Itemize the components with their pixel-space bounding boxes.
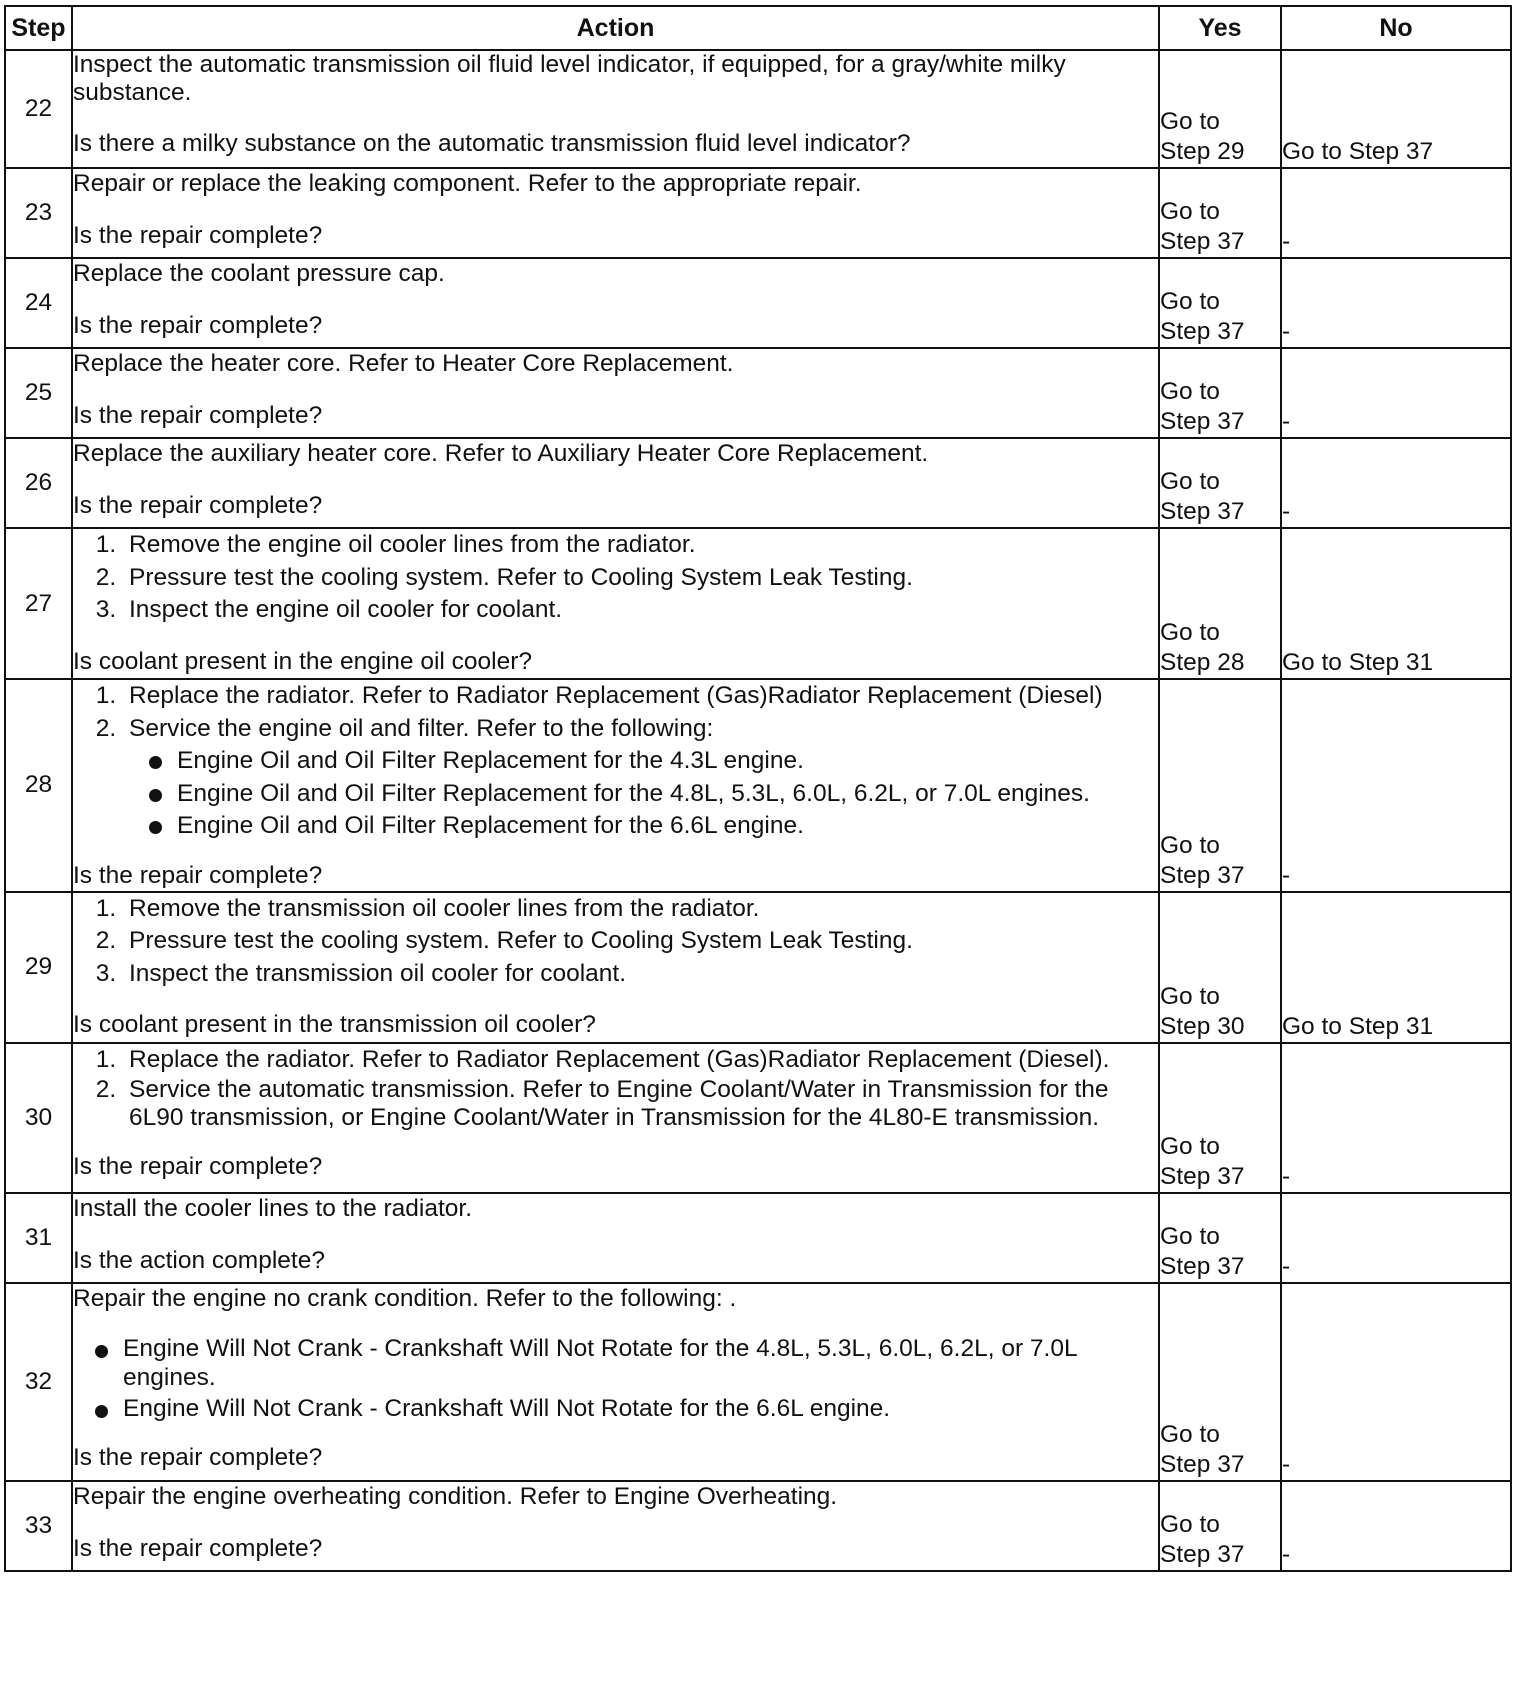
yes-step: Step 37 bbox=[1160, 408, 1245, 435]
step-number: 24 bbox=[5, 258, 72, 348]
list-item bbox=[123, 713, 1158, 843]
numbered-list bbox=[73, 680, 1158, 843]
yes-step: Step 37 bbox=[1160, 1252, 1245, 1280]
table-header-row bbox=[5, 6, 1511, 50]
action-cell bbox=[72, 438, 1159, 528]
table-row bbox=[5, 348, 1511, 438]
yes-cell bbox=[1159, 50, 1281, 168]
action-cell bbox=[72, 1481, 1159, 1571]
yes-step: Step 37 bbox=[1160, 498, 1245, 525]
step-number: 31 bbox=[5, 1193, 72, 1283]
yes-step: Step 37 bbox=[1160, 1540, 1245, 1568]
diagnostic-table bbox=[4, 5, 1512, 1572]
header-no: No bbox=[1281, 6, 1511, 50]
action-cell bbox=[72, 892, 1159, 1043]
header-action: Action bbox=[72, 6, 1159, 50]
yes-goto: Go to bbox=[1160, 1510, 1220, 1538]
action-question: Is the repair complete? bbox=[73, 222, 323, 249]
yes-step: Step 37 bbox=[1160, 1162, 1245, 1190]
yes-step: Step 37 bbox=[1160, 318, 1245, 345]
yes-goto: Go to bbox=[1160, 288, 1220, 315]
step-number: 25 bbox=[5, 348, 72, 438]
step-number: 26 bbox=[5, 438, 72, 528]
list-item: 2. Pressure test the cooling system. Refer to Cooling System Leak Testing. bbox=[123, 925, 1158, 958]
yes-cell bbox=[1159, 679, 1281, 892]
header-yes: Yes bbox=[1159, 6, 1281, 50]
action-question: Is the repair complete? bbox=[73, 402, 323, 429]
step-number: 23 bbox=[5, 168, 72, 258]
no-cell: Go to Step 31 bbox=[1281, 892, 1511, 1043]
bullet-item: Engine Will Not Crank - Crankshaft Will Not Rotate for the 4.8L, 5.3L, 6.0L, 6.2L, or 7.0L engines. bbox=[123, 1334, 1158, 1392]
yes-goto: Go to bbox=[1160, 198, 1220, 225]
action-question: Is there a milky substance on the automatic transmission fluid level indicator? bbox=[73, 130, 911, 157]
action-text: Inspect the automatic transmission oil fluid level indicator, if equipped, for a gray/white milky substance. bbox=[73, 51, 1066, 106]
action-cell bbox=[72, 1043, 1159, 1193]
step-number: 22 bbox=[5, 50, 72, 168]
table-row bbox=[5, 258, 1511, 348]
table-row bbox=[5, 892, 1511, 1043]
list-item: 1. Remove the transmission oil cooler lines from the radiator. bbox=[123, 893, 1158, 926]
no-cell: - bbox=[1281, 348, 1511, 438]
table-row bbox=[5, 168, 1511, 258]
no-cell: - bbox=[1281, 1043, 1511, 1193]
yes-step: Step 37 bbox=[1160, 861, 1245, 889]
action-cell bbox=[72, 528, 1159, 679]
yes-cell bbox=[1159, 1481, 1281, 1571]
header-step: Step bbox=[5, 6, 72, 50]
yes-step: Step 37 bbox=[1160, 1450, 1245, 1478]
list-item: 1. Replace the radiator. Refer to Radiator Replacement (Gas)Radiator Replacement (Diesel). bbox=[123, 1044, 1158, 1077]
numbered-list bbox=[73, 893, 1158, 991]
action-question: Is coolant present in the transmission oil cooler? bbox=[73, 1011, 596, 1038]
no-cell: - bbox=[1281, 1481, 1511, 1571]
table-row bbox=[5, 1043, 1511, 1193]
action-text: Replace the heater core. Refer to Heater Core Replacement. bbox=[73, 350, 734, 377]
action-question: Is the repair complete? bbox=[73, 1443, 323, 1471]
yes-goto: Go to bbox=[1160, 1222, 1220, 1250]
yes-cell bbox=[1159, 1193, 1281, 1283]
list-item-text: Service the engine oil and filter. Refer to the following: bbox=[129, 714, 714, 742]
step-number: 27 bbox=[5, 528, 72, 679]
yes-cell bbox=[1159, 528, 1281, 679]
yes-cell bbox=[1159, 1283, 1281, 1481]
yes-goto: Go to bbox=[1160, 1132, 1220, 1160]
action-cell bbox=[72, 1193, 1159, 1283]
no-cell: Go to Step 31 bbox=[1281, 528, 1511, 679]
list-item: 3. Inspect the engine oil cooler for coolant. bbox=[123, 594, 1158, 627]
action-text: Replace the auxiliary heater core. Refer to Auxiliary Heater Core Replacement. bbox=[73, 440, 929, 467]
list-item: 3. Inspect the transmission oil cooler for coolant. bbox=[123, 958, 1158, 991]
table-row bbox=[5, 50, 1511, 168]
action-text: Replace the coolant pressure cap. bbox=[73, 260, 445, 287]
bullet-list bbox=[129, 745, 1158, 843]
table-row bbox=[5, 679, 1511, 892]
list-item: 2. Pressure test the cooling system. Refer to Cooling System Leak Testing. bbox=[123, 562, 1158, 595]
yes-goto: Go to bbox=[1160, 378, 1220, 405]
no-cell: - bbox=[1281, 258, 1511, 348]
bullet-item: Engine Oil and Oil Filter Replacement for the 4.8L, 5.3L, 6.0L, 6.2L, or 7.0L engines. bbox=[177, 778, 1158, 811]
bullet-item: Engine Oil and Oil Filter Replacement for the 6.6L engine. bbox=[177, 810, 1158, 843]
table-row bbox=[5, 528, 1511, 679]
action-cell bbox=[72, 50, 1159, 168]
no-cell: Go to Step 37 bbox=[1281, 50, 1511, 168]
action-cell bbox=[72, 258, 1159, 348]
step-number: 29 bbox=[5, 892, 72, 1043]
yes-goto: Go to bbox=[1160, 831, 1220, 859]
yes-cell bbox=[1159, 168, 1281, 258]
action-question: Is the repair complete? bbox=[73, 861, 323, 889]
yes-goto: Go to bbox=[1160, 1420, 1220, 1448]
list-item: 1. Replace the radiator. Refer to Radiator Replacement (Gas)Radiator Replacement (Diesel) bbox=[123, 680, 1158, 713]
numbered-list bbox=[73, 1044, 1158, 1133]
yes-cell bbox=[1159, 892, 1281, 1043]
no-cell: - bbox=[1281, 1283, 1511, 1481]
yes-goto: Go to bbox=[1160, 468, 1220, 495]
yes-goto: Go to bbox=[1160, 619, 1220, 646]
list-item: 1. Remove the engine oil cooler lines from the radiator. bbox=[123, 529, 1158, 562]
action-cell bbox=[72, 1283, 1159, 1481]
bullet-item: Engine Oil and Oil Filter Replacement for the 4.3L engine. bbox=[177, 745, 1158, 778]
action-cell bbox=[72, 348, 1159, 438]
step-number: 30 bbox=[5, 1043, 72, 1193]
action-text: Repair the engine overheating condition. Refer to Engine Overheating. bbox=[73, 1482, 838, 1510]
table-row bbox=[5, 1193, 1511, 1283]
yes-cell bbox=[1159, 1043, 1281, 1193]
yes-step: Step 37 bbox=[1160, 228, 1245, 255]
yes-goto: Go to bbox=[1160, 108, 1220, 135]
no-cell: - bbox=[1281, 168, 1511, 258]
bullet-list bbox=[73, 1334, 1158, 1423]
table-row bbox=[5, 1481, 1511, 1571]
table-row bbox=[5, 1283, 1511, 1481]
action-question: Is the repair complete? bbox=[73, 1534, 323, 1562]
table-row bbox=[5, 438, 1511, 528]
action-question: Is coolant present in the engine oil cooler? bbox=[73, 647, 532, 675]
no-cell: - bbox=[1281, 1193, 1511, 1283]
action-text: Install the cooler lines to the radiator. bbox=[73, 1194, 473, 1222]
yes-step: Step 28 bbox=[1160, 649, 1245, 676]
list-item: 2. Service the automatic transmission. Refer to Engine Coolant/Water in Transmission for the 6L90 transmission, or Engine Coolant/Water in Transmission for the 4L80-E transmission. bbox=[123, 1076, 1158, 1132]
yes-goto: Go to bbox=[1160, 982, 1220, 1010]
yes-step: Step 29 bbox=[1160, 138, 1245, 165]
yes-cell bbox=[1159, 438, 1281, 528]
yes-cell bbox=[1159, 258, 1281, 348]
action-question: Is the repair complete? bbox=[73, 312, 323, 339]
action-text: Repair or replace the leaking component. Refer to the appropriate repair. bbox=[73, 170, 862, 197]
action-question: Is the repair complete? bbox=[73, 1153, 323, 1180]
numbered-list bbox=[73, 529, 1158, 627]
step-number: 28 bbox=[5, 679, 72, 892]
action-question: Is the action complete? bbox=[73, 1246, 325, 1274]
yes-step: Step 30 bbox=[1160, 1012, 1245, 1040]
action-cell bbox=[72, 679, 1159, 892]
no-cell: - bbox=[1281, 438, 1511, 528]
no-cell: - bbox=[1281, 679, 1511, 892]
step-number: 32 bbox=[5, 1283, 72, 1481]
step-number: 33 bbox=[5, 1481, 72, 1571]
action-text: Repair the engine no crank condition. Refer to the following: . bbox=[73, 1284, 737, 1312]
action-cell bbox=[72, 168, 1159, 258]
yes-cell bbox=[1159, 348, 1281, 438]
bullet-item: Engine Will Not Crank - Crankshaft Will Not Rotate for the 6.6L engine. bbox=[123, 1394, 1158, 1423]
action-question: Is the repair complete? bbox=[73, 492, 323, 519]
